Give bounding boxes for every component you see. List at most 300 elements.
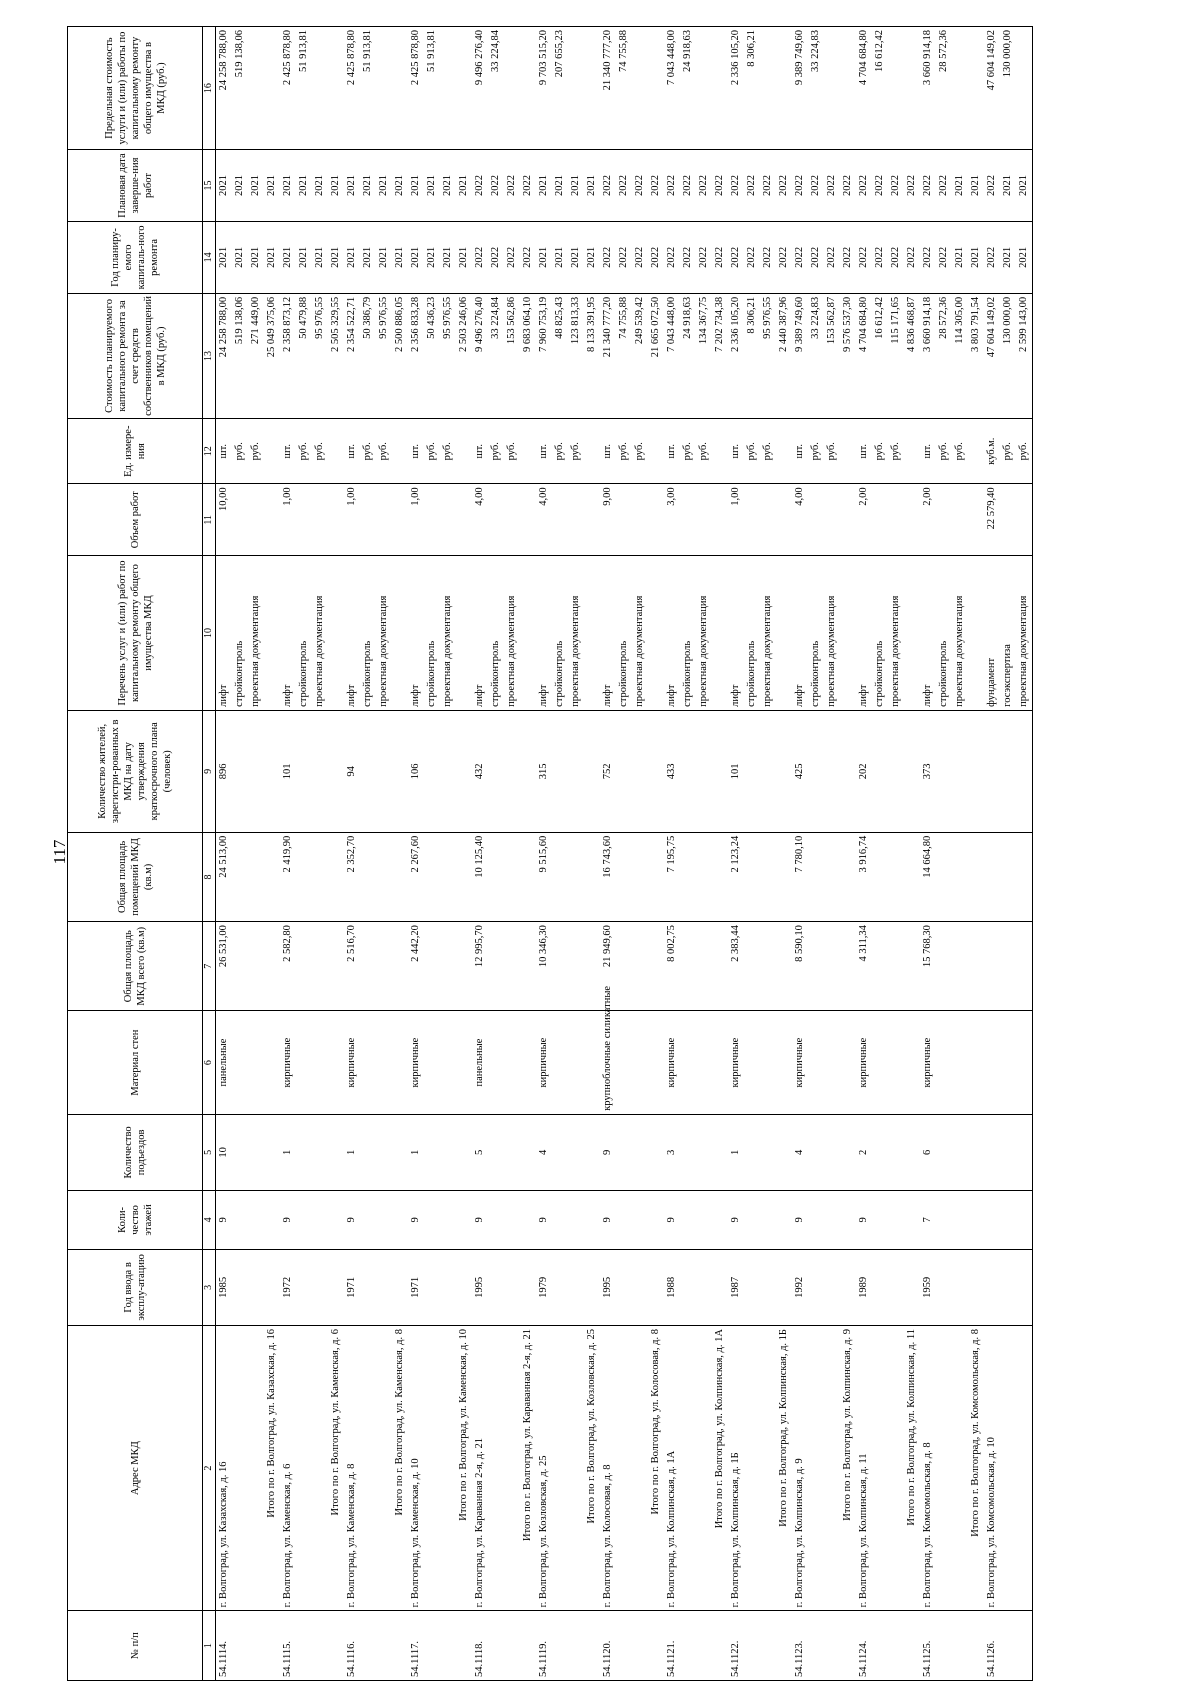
table-cell: [248, 832, 264, 921]
table-cell: [568, 1249, 584, 1325]
table-cell: [312, 1326, 328, 1611]
table-cell: 7 780,10: [792, 832, 808, 921]
table-cell: 3 916,74: [856, 832, 872, 921]
table-cell: стройконтроль: [936, 556, 952, 711]
table-cell: [680, 484, 696, 556]
table-cell: 9: [792, 1191, 808, 1250]
table-cell: 2021: [344, 221, 360, 293]
table-cell: 2022: [888, 150, 904, 222]
table-cell: [264, 1011, 280, 1114]
table-cell: 2 267,60: [408, 832, 424, 921]
table-cell: панельные: [472, 1011, 488, 1114]
table-cell: [568, 1326, 584, 1611]
table-cell: [504, 710, 520, 832]
table-cell: 2022: [824, 221, 840, 293]
table-cell: [584, 556, 600, 711]
table-cell: кирпичные: [856, 1011, 872, 1114]
table-cell: [552, 1249, 568, 1325]
table-cell: шт.: [408, 419, 424, 484]
column-header: Объем работ: [68, 484, 203, 556]
table-cell: 123 813,33: [568, 293, 584, 418]
table-cell: 4: [536, 1114, 552, 1190]
table-cell: панельные: [216, 1011, 233, 1114]
table-cell: 16 743,60: [600, 832, 616, 921]
total-row: [520, 27, 536, 1681]
table-cell: руб.: [440, 419, 456, 484]
table-cell: [696, 27, 712, 150]
table-cell: [264, 1114, 280, 1190]
table-cell: [424, 832, 440, 921]
table-cell: шт.: [344, 419, 360, 484]
table-cell: [888, 484, 904, 556]
table-cell: 2021: [440, 221, 456, 293]
table-cell: 2022: [488, 150, 504, 222]
table-cell: [840, 1114, 856, 1190]
table-cell: [968, 922, 984, 1011]
table-cell: [680, 1191, 696, 1250]
table-cell: шт.: [664, 419, 680, 484]
table-cell: 21 340 777,20: [600, 27, 616, 150]
table-cell: 1,00: [280, 484, 296, 556]
table-cell: 373: [920, 710, 936, 832]
column-header: Количество жителей, зарегистри-рованных в МКД на дату утверждения краткосрочного плана (человек): [68, 710, 203, 832]
table-cell: 2 440 387,96: [776, 293, 792, 418]
table-cell: г. Волгоград, ул. Каменская, д. 8: [344, 1326, 360, 1611]
table-cell: 2: [856, 1114, 872, 1190]
table-row: [888, 27, 904, 1681]
table-cell: [376, 484, 392, 556]
table-cell: [776, 484, 792, 556]
table-cell: [264, 1249, 280, 1325]
total-row: [712, 27, 728, 1681]
table-cell: стройконтроль: [808, 556, 824, 711]
table-cell: [936, 1191, 952, 1250]
table-cell: 2022: [728, 150, 744, 222]
table-cell: [456, 1191, 472, 1250]
page-number: 117: [50, 839, 69, 865]
table-cell: [232, 484, 248, 556]
table-cell: 1: [344, 1114, 360, 1190]
table-cell: 7 043 448,00: [664, 27, 680, 150]
table-cell: [744, 484, 760, 556]
column-number: 1: [203, 1611, 216, 1681]
table-cell: [776, 922, 792, 1011]
table-cell: [1000, 1011, 1016, 1114]
table-cell: [632, 1611, 648, 1681]
table-cell: [888, 1249, 904, 1325]
table-cell: 2021: [456, 221, 472, 293]
table-cell: проектная документация: [312, 556, 328, 711]
table-cell: [952, 1114, 968, 1190]
table-cell: [872, 1191, 888, 1250]
table-cell: 7 043 448,00: [664, 293, 680, 418]
table-cell: [360, 1191, 376, 1250]
table-cell: 1987: [728, 1249, 744, 1325]
table-cell: лифт: [472, 556, 488, 711]
table-cell: [424, 484, 440, 556]
table-cell: [360, 1114, 376, 1190]
table-cell: [712, 832, 728, 921]
column-header: Количество подъездов: [68, 1114, 203, 1190]
table-cell: 2 383,44: [728, 922, 744, 1011]
table-cell: [712, 1611, 728, 1681]
table-cell: [776, 1114, 792, 1190]
table-cell: 9,00: [600, 484, 616, 556]
table-cell: [840, 419, 856, 484]
column-number: 4: [203, 1191, 216, 1250]
table-cell: [504, 832, 520, 921]
table-cell: [520, 1249, 536, 1325]
table-cell: 9: [856, 1191, 872, 1250]
table-cell: [904, 419, 920, 484]
table-cell: стройконтроль: [488, 556, 504, 711]
table-cell: руб.: [1016, 419, 1033, 484]
table-cell: 2 356 833,28: [408, 293, 424, 418]
table-cell: 54.1115.: [280, 1611, 296, 1681]
table-header: [68, 27, 216, 1681]
table-cell: [456, 419, 472, 484]
table-cell: шт.: [920, 419, 936, 484]
table-cell: [360, 1326, 376, 1611]
table-cell: [392, 556, 408, 711]
table-cell: [1016, 1114, 1033, 1190]
table-cell: [376, 1011, 392, 1114]
table-cell: кирпичные: [408, 1011, 424, 1114]
table-cell: [296, 922, 312, 1011]
table-cell: Итого по г. Волгоград, ул. Комсомольская, д. 8: [968, 1326, 984, 1611]
table-cell: лифт: [728, 556, 744, 711]
column-number: 6: [203, 1011, 216, 1114]
table-cell: [648, 1611, 664, 1681]
table-cell: [312, 1114, 328, 1190]
table-row: [952, 27, 968, 1681]
table-cell: [824, 1114, 840, 1190]
table-cell: [888, 710, 904, 832]
table-row: [280, 27, 296, 1681]
table-cell: [904, 1611, 920, 1681]
table-row: [984, 27, 1000, 1681]
table-cell: [952, 832, 968, 921]
table-cell: [760, 1191, 776, 1250]
table-cell: 2022: [472, 221, 488, 293]
table-cell: 2022: [824, 150, 840, 222]
table-cell: [776, 710, 792, 832]
table-cell: [824, 1326, 840, 1611]
table-cell: [808, 710, 824, 832]
table-cell: [504, 922, 520, 1011]
column-header: Коли-чество этажей: [68, 1191, 203, 1250]
table-cell: 33 224,83: [808, 27, 824, 150]
table-row: [376, 27, 392, 1681]
table-cell: [760, 710, 776, 832]
table-cell: [392, 1011, 408, 1114]
column-header: Предельная стоимость услуги и (или) работы по капитальному ремонту общего имущества в МКД (руб.): [68, 27, 203, 150]
table-cell: [552, 484, 568, 556]
table-cell: [1016, 1191, 1033, 1250]
table-cell: 2022: [696, 150, 712, 222]
table-cell: [584, 27, 600, 150]
table-cell: проектная документация: [504, 556, 520, 711]
table-row: [568, 27, 584, 1681]
table-cell: 2022: [808, 221, 824, 293]
table-cell: [808, 922, 824, 1011]
table-cell: 1: [728, 1114, 744, 1190]
table-cell: [440, 832, 456, 921]
table-cell: [808, 1114, 824, 1190]
table-cell: [904, 27, 920, 150]
table-cell: [648, 1114, 664, 1190]
table-cell: [936, 832, 952, 921]
table-cell: 2021: [424, 221, 440, 293]
table-cell: 8 306,21: [744, 27, 760, 150]
table-cell: 2021: [280, 150, 296, 222]
table-cell: руб.: [568, 419, 584, 484]
table-cell: [904, 832, 920, 921]
table-cell: [376, 1191, 392, 1250]
table-cell: 1: [280, 1114, 296, 1190]
table-cell: [824, 832, 840, 921]
table-cell: 48 825,43: [552, 293, 568, 418]
table-cell: [264, 1611, 280, 1681]
table-cell: [968, 832, 984, 921]
column-header: Стоимость планируемого капитального ремонта за счет средств собственников помещений в МКД (руб.): [68, 293, 203, 418]
table-cell: [392, 922, 408, 1011]
table-cell: 2021: [552, 150, 568, 222]
table-cell: [1016, 922, 1033, 1011]
table-cell: [568, 832, 584, 921]
table-cell: [440, 1326, 456, 1611]
column-number: 11: [203, 484, 216, 556]
table-cell: 2 419,90: [280, 832, 296, 921]
table-cell: Итого по г. Волгоград, ул. Каменская, д. 8: [392, 1326, 408, 1611]
table-cell: [872, 1114, 888, 1190]
table-cell: [520, 710, 536, 832]
table-cell: 130 000,00: [1000, 293, 1016, 418]
table-cell: кирпичные: [536, 1011, 552, 1114]
table-cell: [328, 922, 344, 1011]
table-cell: [616, 832, 632, 921]
table-cell: 9: [536, 1191, 552, 1250]
table-cell: 95 976,55: [376, 293, 392, 418]
table-cell: кирпичные: [920, 1011, 936, 1114]
table-cell: 153 562,87: [824, 293, 840, 418]
table-cell: руб.: [680, 419, 696, 484]
table-cell: [696, 1114, 712, 1190]
table-row: [312, 27, 328, 1681]
table-cell: [568, 27, 584, 150]
table-cell: [680, 1114, 696, 1190]
table-cell: [840, 1191, 856, 1250]
table-cell: [520, 922, 536, 1011]
table-cell: руб.: [312, 419, 328, 484]
table-cell: 2022: [936, 221, 952, 293]
table-cell: [888, 1611, 904, 1681]
table-cell: г. Волгоград, ул. Козловская, д. 25: [536, 1326, 552, 1611]
table-cell: руб.: [248, 419, 264, 484]
table-cell: [984, 1191, 1000, 1250]
table-cell: 94: [344, 710, 360, 832]
table-cell: 9 496 276,40: [472, 293, 488, 418]
table-cell: [296, 1011, 312, 1114]
table-cell: 2021: [296, 221, 312, 293]
table-cell: [1000, 1326, 1016, 1611]
table-cell: руб.: [952, 419, 968, 484]
table-cell: 10: [216, 1114, 233, 1190]
table-cell: 2022: [600, 221, 616, 293]
table-cell: [328, 556, 344, 711]
table-cell: [712, 1191, 728, 1250]
table-cell: [968, 1249, 984, 1325]
table-cell: [904, 1191, 920, 1250]
table-cell: [936, 484, 952, 556]
table-cell: кирпичные: [344, 1011, 360, 1114]
table-cell: [968, 1611, 984, 1681]
table-cell: 2021: [376, 221, 392, 293]
table-cell: 6: [920, 1114, 936, 1190]
table-cell: 2021: [360, 221, 376, 293]
table-body: [216, 27, 1033, 1681]
table-cell: [984, 1114, 1000, 1190]
table-cell: 2021: [376, 150, 392, 222]
column-header: Общая площадь помещений МКД (кв.м): [68, 832, 203, 921]
table-cell: [520, 419, 536, 484]
table-cell: [872, 1326, 888, 1611]
table-cell: [552, 832, 568, 921]
column-number: 7: [203, 922, 216, 1011]
table-cell: [440, 1249, 456, 1325]
table-cell: 2021: [280, 221, 296, 293]
table-row: [248, 27, 264, 1681]
table-cell: 24 918,63: [680, 27, 696, 150]
table-row: [1016, 27, 1033, 1681]
table-cell: [392, 27, 408, 150]
table-cell: шт.: [728, 419, 744, 484]
table-cell: руб.: [616, 419, 632, 484]
table-cell: [904, 710, 920, 832]
table-cell: 3 660 914,18: [920, 27, 936, 150]
table-cell: проектная документация: [440, 556, 456, 711]
table-cell: лифт: [280, 556, 296, 711]
table-cell: [504, 1326, 520, 1611]
table-cell: 2022: [872, 150, 888, 222]
table-cell: 2022: [488, 221, 504, 293]
column-number: 5: [203, 1114, 216, 1190]
table-cell: [264, 419, 280, 484]
table-cell: руб.: [824, 419, 840, 484]
table-cell: госэкспертиза: [1000, 556, 1016, 711]
table-cell: 1972: [280, 1249, 296, 1325]
table-cell: [488, 1611, 504, 1681]
table-cell: проектная документация: [1016, 556, 1033, 711]
table-cell: г. Волгоград, ул. Каменская, д. 10: [408, 1326, 424, 1611]
total-row: [584, 27, 600, 1681]
table-cell: [232, 1191, 248, 1250]
table-cell: [968, 419, 984, 484]
table-row: [824, 27, 840, 1681]
table-cell: [504, 27, 520, 150]
table-cell: 2022: [504, 221, 520, 293]
table-cell: 7: [920, 1191, 936, 1250]
column-number: 14: [203, 221, 216, 293]
table-cell: [424, 922, 440, 1011]
table-cell: 2022: [520, 150, 536, 222]
table-cell: 4,00: [792, 484, 808, 556]
table-cell: [968, 556, 984, 711]
table-cell: [504, 484, 520, 556]
table-cell: 47 604 149,02: [984, 293, 1000, 418]
table-cell: [760, 1114, 776, 1190]
column-header: Перечень услуг и (или) работ по капитальному ремонту общего имущества МКД: [68, 556, 203, 711]
table-cell: [712, 1249, 728, 1325]
table-cell: [1000, 832, 1016, 921]
table-cell: [568, 1011, 584, 1114]
table-row: [760, 27, 776, 1681]
table-cell: [328, 27, 344, 150]
table-cell: [696, 1011, 712, 1114]
table-cell: 54.1119.: [536, 1611, 552, 1681]
table-cell: 2022: [744, 150, 760, 222]
table-cell: [952, 1611, 968, 1681]
table-cell: 4: [792, 1114, 808, 1190]
table-cell: 2 500 886,05: [392, 293, 408, 418]
table-cell: 2022: [744, 221, 760, 293]
column-number: 12: [203, 419, 216, 484]
table-cell: [504, 1011, 520, 1114]
table-cell: [520, 1611, 536, 1681]
table-row: [936, 27, 952, 1681]
table-cell: [568, 1191, 584, 1250]
table-cell: [904, 1114, 920, 1190]
column-number: 13: [203, 293, 216, 418]
table-cell: Итого по г. Волгоград, ул. Каменская, д. 6: [328, 1326, 344, 1611]
table-cell: [264, 922, 280, 1011]
table-cell: [1016, 1611, 1033, 1681]
table-cell: 4 704 684,80: [856, 293, 872, 418]
table-cell: 21 665 072,50: [648, 293, 664, 418]
table-cell: [888, 1191, 904, 1250]
table-cell: [744, 1326, 760, 1611]
table-cell: 2 582,80: [280, 922, 296, 1011]
table-cell: [584, 1191, 600, 1250]
table-cell: [1016, 27, 1033, 150]
table-cell: 4 836 468,87: [904, 293, 920, 418]
table-cell: 2021: [456, 150, 472, 222]
table-cell: 2022: [648, 221, 664, 293]
table-cell: 4 311,34: [856, 922, 872, 1011]
table-cell: [616, 1326, 632, 1611]
table-cell: 1992: [792, 1249, 808, 1325]
table-cell: [1016, 710, 1033, 832]
table-cell: [776, 1011, 792, 1114]
table-cell: 425: [792, 710, 808, 832]
table-cell: [840, 710, 856, 832]
table-cell: 2022: [648, 150, 664, 222]
table-cell: 2021: [264, 150, 280, 222]
total-row: [904, 27, 920, 1681]
table-cell: [760, 484, 776, 556]
table-cell: руб.: [744, 419, 760, 484]
table-cell: 74 755,88: [616, 293, 632, 418]
table-cell: [632, 484, 648, 556]
table-cell: 2022: [760, 221, 776, 293]
table-row: [408, 27, 424, 1681]
table-cell: 7 202 734,38: [712, 293, 728, 418]
table-cell: Итого по г. Волгоград, ул. Колпинская, д. 11: [904, 1326, 920, 1611]
table-cell: [1016, 1326, 1033, 1611]
table-cell: [968, 484, 984, 556]
total-row: [456, 27, 472, 1681]
table-cell: шт.: [472, 419, 488, 484]
